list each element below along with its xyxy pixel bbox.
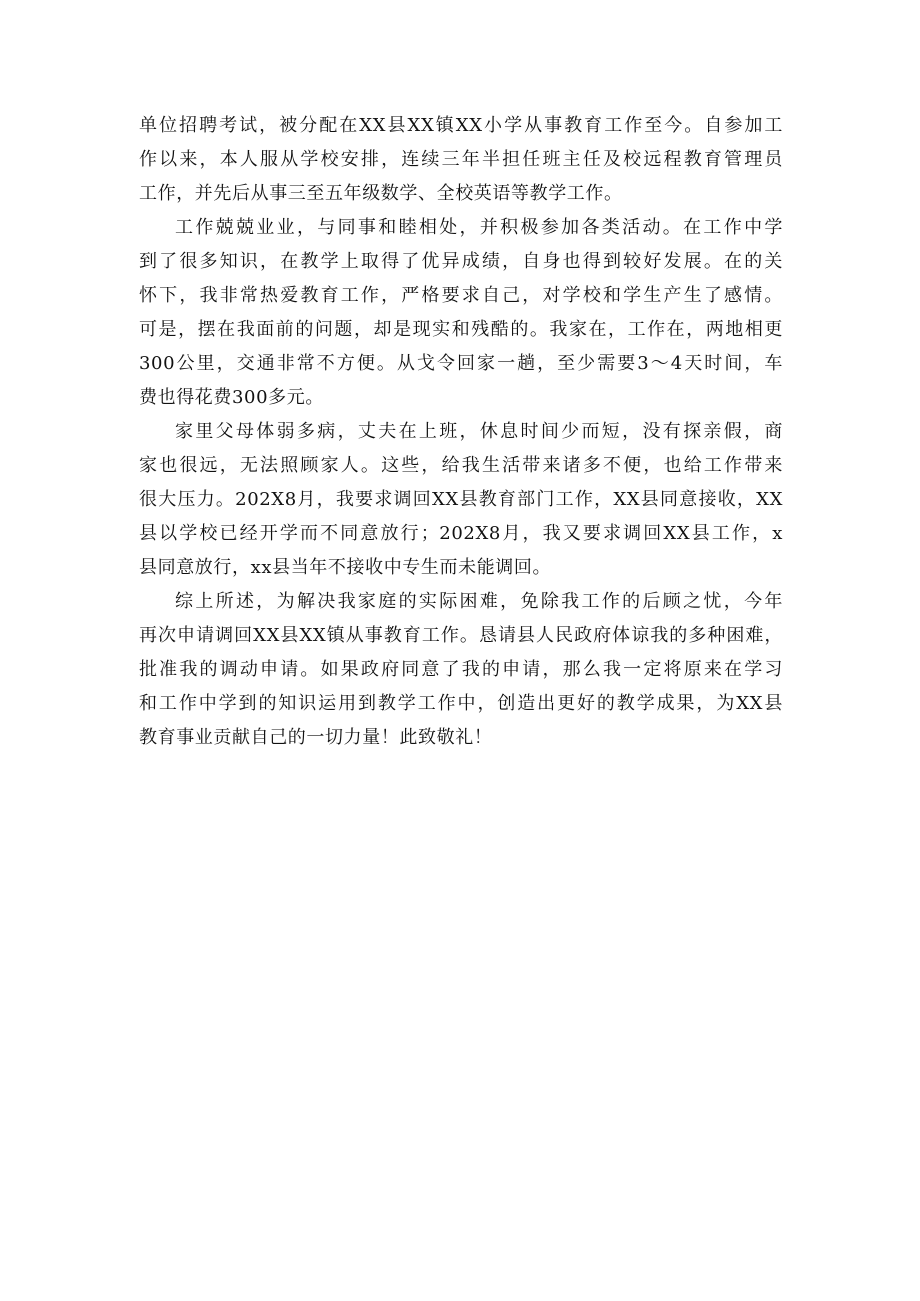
text-line: 单位招聘考试，被分配在XX县XX镇XX小学从事教育工作至今。自参加工 <box>139 115 783 136</box>
text-line: 再次申请调回XX县XX镇从事教育工作。恳请县人民政府体谅我的多种困难， <box>139 625 783 646</box>
text-line: 作以来，本人服从学校安排，连续三年半担任班主任及校远程教育管理员 <box>139 149 783 170</box>
text-line: 到了很多知识，在教学上取得了优异成绩，自身也得到较好发展。在的关 <box>139 251 783 272</box>
paragraph-4 <box>139 585 783 755</box>
paragraph-1 <box>139 109 783 211</box>
text-line: 费也得花费300多元。 <box>139 387 324 408</box>
text-line: 300公里，交通非常不方便。从戈令回家一趟，至少需要3～4天时间，车 <box>139 353 783 374</box>
text-line: 县以学校已经开学而不同意放行；202X8月，我又要求调回XX县工作，x <box>139 523 783 544</box>
text-line: 可是，摆在我面前的问题，却是现实和残酷的。我家在，工作在，两地相更 <box>139 319 783 340</box>
text-line: 工作，并先后从事三至五年级数学、全校英语等教学工作。 <box>139 183 623 204</box>
text-line: 家也很远，无法照顾家人。这些，给我生活带来诸多不便，也给工作带来 <box>139 455 783 476</box>
paragraph-3 <box>139 415 783 585</box>
text-line: 很大压力。202X8月，我要求调回XX县教育部门工作，XX县同意接收，XX <box>139 489 783 510</box>
text-line: 工作兢兢业业，与同事和睦相处，并积极参加各类活动。在工作中学 <box>175 217 783 238</box>
text-line: 批准我的调动申请。如果政府同意了我的申请，那么我一定将原来在学习 <box>139 659 783 680</box>
text-line: 家里父母体弱多病，丈夫在上班，休息时间少而短，没有探亲假，商 <box>175 421 783 442</box>
text-line: 教育事业贡献自己的一切力量！此致敬礼！ <box>139 727 493 748</box>
document-body <box>139 109 783 755</box>
text-line: 县同意放行，xx县当年不接收中专生而未能调回。 <box>139 557 552 578</box>
text-line: 怀下，我非常热爱教育工作，严格要求自己，对学校和学生产生了感情。 <box>139 285 783 306</box>
text-line: 综上所述，为解决我家庭的实际困难，免除我工作的后顾之忧，今年 <box>175 591 783 612</box>
paragraph-2 <box>139 211 783 415</box>
text-line: 和工作中学到的知识运用到教学工作中，创造出更好的教学成果，为XX县 <box>139 693 783 714</box>
